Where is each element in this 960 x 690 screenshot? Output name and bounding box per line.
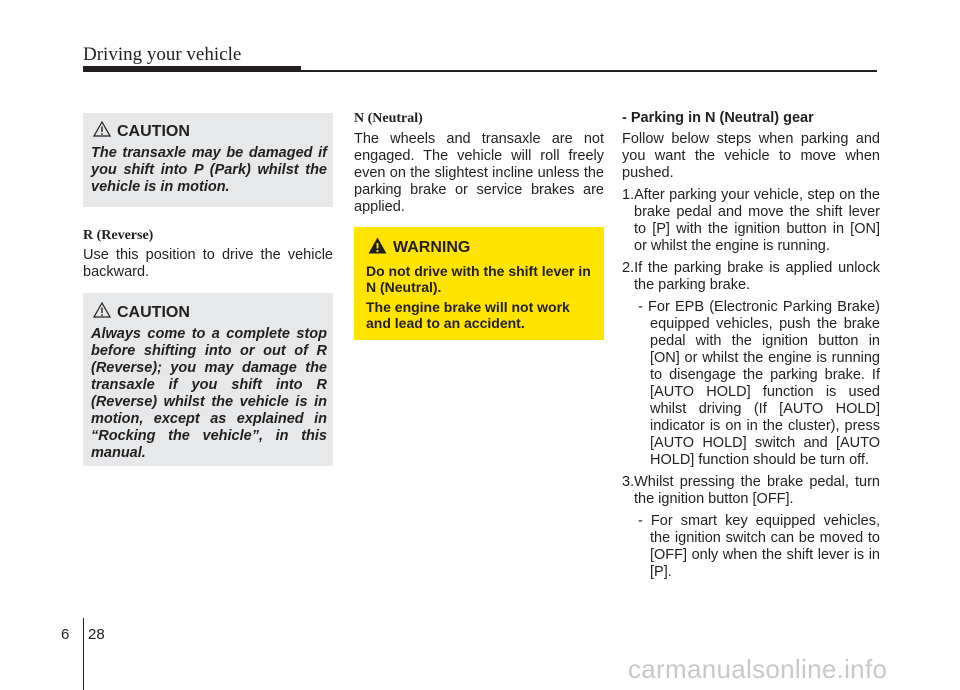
caution-triangle-icon xyxy=(93,121,111,142)
parking-step-2-note: - For EPB (Electronic Parking Brake) equipped vehicles, push the brake pedal with the ignition button in [ON] or whilst the engine is running to disengage the parking brake. If [AUTO HOLD] function is used whilst driving (If [AUTO HOLD] indicator is on in the cluster), press [AUTO HOLD] switch and [AUTO HOLD] function should be turn off. xyxy=(638,299,880,468)
header-rule-thin xyxy=(301,70,877,72)
caution-box-park xyxy=(83,113,333,207)
reverse-paragraph: Use this position to drive the vehicle backward. xyxy=(83,247,333,280)
caution-text: Always come to a complete stop before shifting into or out of R (Reverse); you may damage the transaxle if you shift into R (Reverse) whilst the vehicle is in motion, except as explained in “Rocking the vehicle”, in this manual. xyxy=(91,326,327,461)
warning-text-1: Do not drive with the shift lever in N (Neutral). xyxy=(366,263,591,295)
page-number: 28 xyxy=(88,626,105,643)
neutral-paragraph: The wheels and transaxle are not engaged. The vehicle will roll freely even on the slightest incline unless the parking brake or service brakes are applied. xyxy=(354,131,604,215)
section-heading-parking: - Parking in N (Neutral) gear xyxy=(622,110,814,126)
warning-text-2: The engine brake will not work and lead to an accident. xyxy=(366,299,570,331)
caution-title: CAUTION xyxy=(117,303,190,321)
caution-triangle-icon xyxy=(93,302,111,323)
header-title: Driving your vehicle xyxy=(83,44,242,65)
section-heading-reverse: R (Reverse) xyxy=(83,228,154,243)
section-heading-neutral: N (Neutral) xyxy=(354,111,423,126)
caution-title: CAUTION xyxy=(117,122,190,140)
caution-box-reverse xyxy=(83,293,333,466)
warning-heading xyxy=(368,237,470,259)
caution-heading xyxy=(93,302,190,323)
warning-title: WARNING xyxy=(393,239,471,256)
caution-text: The transaxle may be damaged if you shift into P (Park) whilst the vehicle is in motion. xyxy=(91,145,327,195)
caution-heading xyxy=(93,121,190,142)
parking-step-3-note: - For smart key equipped vehicles, the ignition switch can be moved to [OFF] only when the shift lever is in [P]. xyxy=(638,513,880,580)
header-rule-thick xyxy=(83,66,301,72)
section-number: 6 xyxy=(61,626,70,643)
watermark: carmanualsonline.info xyxy=(628,654,888,684)
footer-divider xyxy=(83,618,84,690)
warning-box xyxy=(354,227,604,340)
parking-step-2: 2.If the parking brake is applied unlock the parking brake. xyxy=(622,260,880,293)
warning-triangle-icon xyxy=(368,237,387,259)
parking-step-3: 3.Whilst pressing the brake pedal, turn the ignition button [OFF]. xyxy=(622,474,880,507)
parking-step-1: 1.After parking your vehicle, step on the brake pedal and move the shift lever to [P] with the ignition button in [ON] or whilst the engine is running. xyxy=(622,187,880,254)
parking-steps xyxy=(622,131,880,586)
parking-intro: Follow below steps when parking and you want the vehicle to move when pushed. xyxy=(622,131,880,181)
